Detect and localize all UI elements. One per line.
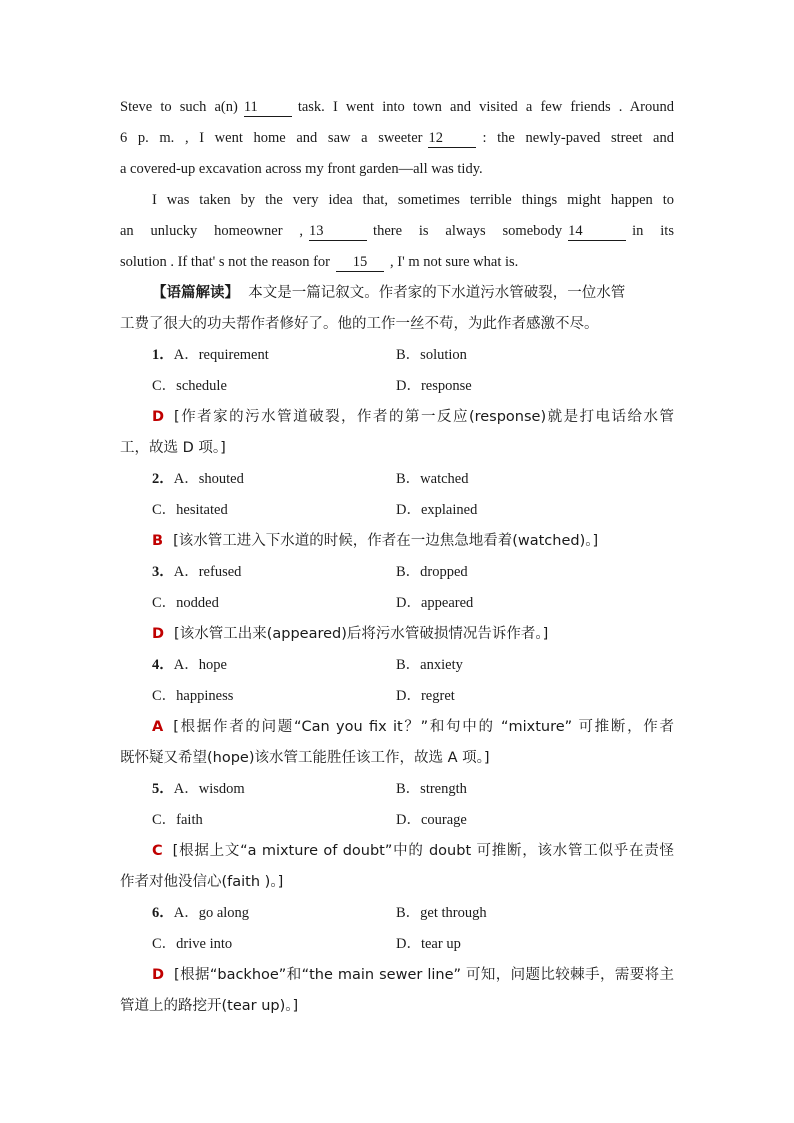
question-options-row — [120, 898, 674, 929]
explanation-continuation: 作者对他没信心(faith )。] — [120, 874, 284, 890]
option-c: C．faith — [152, 812, 203, 828]
question-options-row — [120, 774, 674, 805]
option-d: D．explained — [396, 502, 478, 518]
answer-letter: D — [152, 967, 165, 983]
option-d: D．tear up — [396, 936, 461, 952]
option-d: D．response — [396, 378, 472, 394]
option-a — [152, 650, 396, 681]
option-c: C．schedule — [152, 378, 227, 394]
question-number: 5． — [152, 781, 174, 797]
explanation-text: [该水管工出来(appeared)后将污水管破损情况告诉作者。] — [174, 626, 549, 642]
text: : the newly-paved street and — [482, 130, 674, 146]
option-c: C．nodded — [152, 595, 219, 611]
reading-text: 本文是一篇记叙文。作者家的下水道污水管破裂，一位水管 — [248, 285, 626, 301]
option-b: B．solution — [396, 347, 467, 363]
reading-label: 【语篇解读】 — [152, 285, 239, 301]
question-options-row — [120, 805, 674, 836]
option-a — [152, 774, 396, 805]
question-options-row — [120, 371, 674, 402]
blank-14: 14 — [568, 222, 626, 241]
option-b: B．get through — [396, 905, 487, 921]
option-b: B．dropped — [396, 564, 468, 580]
option-c: C．happiness — [152, 688, 234, 704]
text: Steve to such a(n) — [120, 99, 238, 115]
answer-letter: C — [152, 843, 163, 859]
option-b: B．anxiety — [396, 657, 463, 673]
question-number: 1． — [152, 347, 174, 363]
explanation-text: [作者家的污水管道破裂，作者的第一反应(response)就是打电话给水管 — [174, 409, 674, 425]
option-d: D．regret — [396, 688, 455, 704]
option-a — [152, 557, 396, 588]
explanation-continuation: 管道上的路挖开(tear up)。] — [120, 998, 299, 1014]
document-page — [120, 92, 674, 1022]
explanation-text: [该水管工进入下水道的时候，作者在一边焦急地看着(watched)。] — [173, 533, 599, 549]
passage-line-6 — [120, 247, 674, 278]
question-options-row — [120, 340, 674, 371]
text: , I' m not sure what is. — [390, 254, 519, 270]
blank-11: 11 — [244, 98, 292, 117]
question-number: 6． — [152, 905, 174, 921]
option-a — [152, 340, 396, 371]
passage-line-3: a covered-up excavation across my front garden—all was tidy. — [120, 161, 483, 177]
option-c: C．drive into — [152, 936, 233, 952]
answer-letter: D — [152, 626, 165, 642]
passage-line-4: I was taken by the very idea that, sometimes terrible things might happen to — [152, 192, 674, 208]
option-a — [152, 464, 396, 495]
question-options-row — [120, 588, 674, 619]
option-d: D．courage — [396, 812, 467, 828]
question-options-row — [120, 929, 674, 960]
explanation-continuation: 工，故选 D 项。] — [120, 440, 226, 456]
question-options-row — [120, 681, 674, 712]
option-text: A．hope — [173, 657, 227, 673]
text: an unlucky homeowner , — [120, 223, 304, 239]
option-d: D．appeared — [396, 595, 474, 611]
option-text: A．requirement — [173, 347, 269, 363]
explanation-continuation: 既怀疑又希望(hope)该水管工能胜任该工作，故选 A 项。] — [120, 750, 490, 766]
text: there is always somebody — [373, 223, 563, 239]
text: in its — [632, 223, 674, 239]
option-text: A．wisdom — [173, 781, 245, 797]
reading-line-2: 工费了很大的功夫帮作者修好了。他的工作一丝不苟，为此作者感激不尽。 — [120, 316, 599, 332]
option-c: C．hesitated — [152, 502, 228, 518]
explanation-text: [根据上文“a mixture of doubt”中的 doubt 可推断，该水管工似乎在责怪 — [172, 843, 674, 859]
question-list — [120, 340, 674, 1022]
question-number: 2． — [152, 471, 174, 487]
explanation-text: [根据“backhoe”和“the main sewer line” 可知，问题比较棘手，需要将主 — [174, 967, 674, 983]
question-options-row — [120, 464, 674, 495]
answer-letter: B — [152, 533, 164, 549]
option-text: A．go along — [173, 905, 250, 921]
text: task. I went into town and visited a few friends . Around — [297, 99, 675, 115]
passage-line-5 — [120, 216, 674, 247]
text: 6 p. m. , I went home and saw a sweeter — [120, 130, 423, 146]
answer-letter: D — [152, 409, 165, 425]
answer-explanation — [120, 960, 674, 991]
answer-letter: A — [152, 719, 164, 735]
passage-line-2 — [120, 123, 674, 154]
option-text: A．refused — [173, 564, 242, 580]
question-options-row — [120, 557, 674, 588]
answer-explanation — [120, 836, 674, 867]
reading-line-1 — [120, 278, 674, 309]
option-text: A．shouted — [173, 471, 244, 487]
option-b: B．strength — [396, 781, 467, 797]
text: solution . If that' s not the reason for — [120, 254, 331, 270]
option-a — [152, 898, 396, 929]
question-number: 3． — [152, 564, 174, 580]
blank-13: 13 — [309, 222, 367, 241]
answer-explanation — [120, 402, 674, 433]
blank-12: 12 — [428, 129, 476, 148]
answer-explanation — [120, 526, 674, 557]
answer-explanation — [120, 712, 674, 743]
answer-explanation — [120, 619, 674, 650]
question-options-row — [120, 495, 674, 526]
question-number: 4． — [152, 657, 174, 673]
blank-15: 15 — [336, 253, 384, 272]
option-b: B．watched — [396, 471, 469, 487]
question-options-row — [120, 650, 674, 681]
passage-line-1 — [120, 92, 674, 123]
explanation-text: [根据作者的问题“Can you fix it？”和句中的 “mixture” 可推断，作者 — [173, 719, 674, 735]
